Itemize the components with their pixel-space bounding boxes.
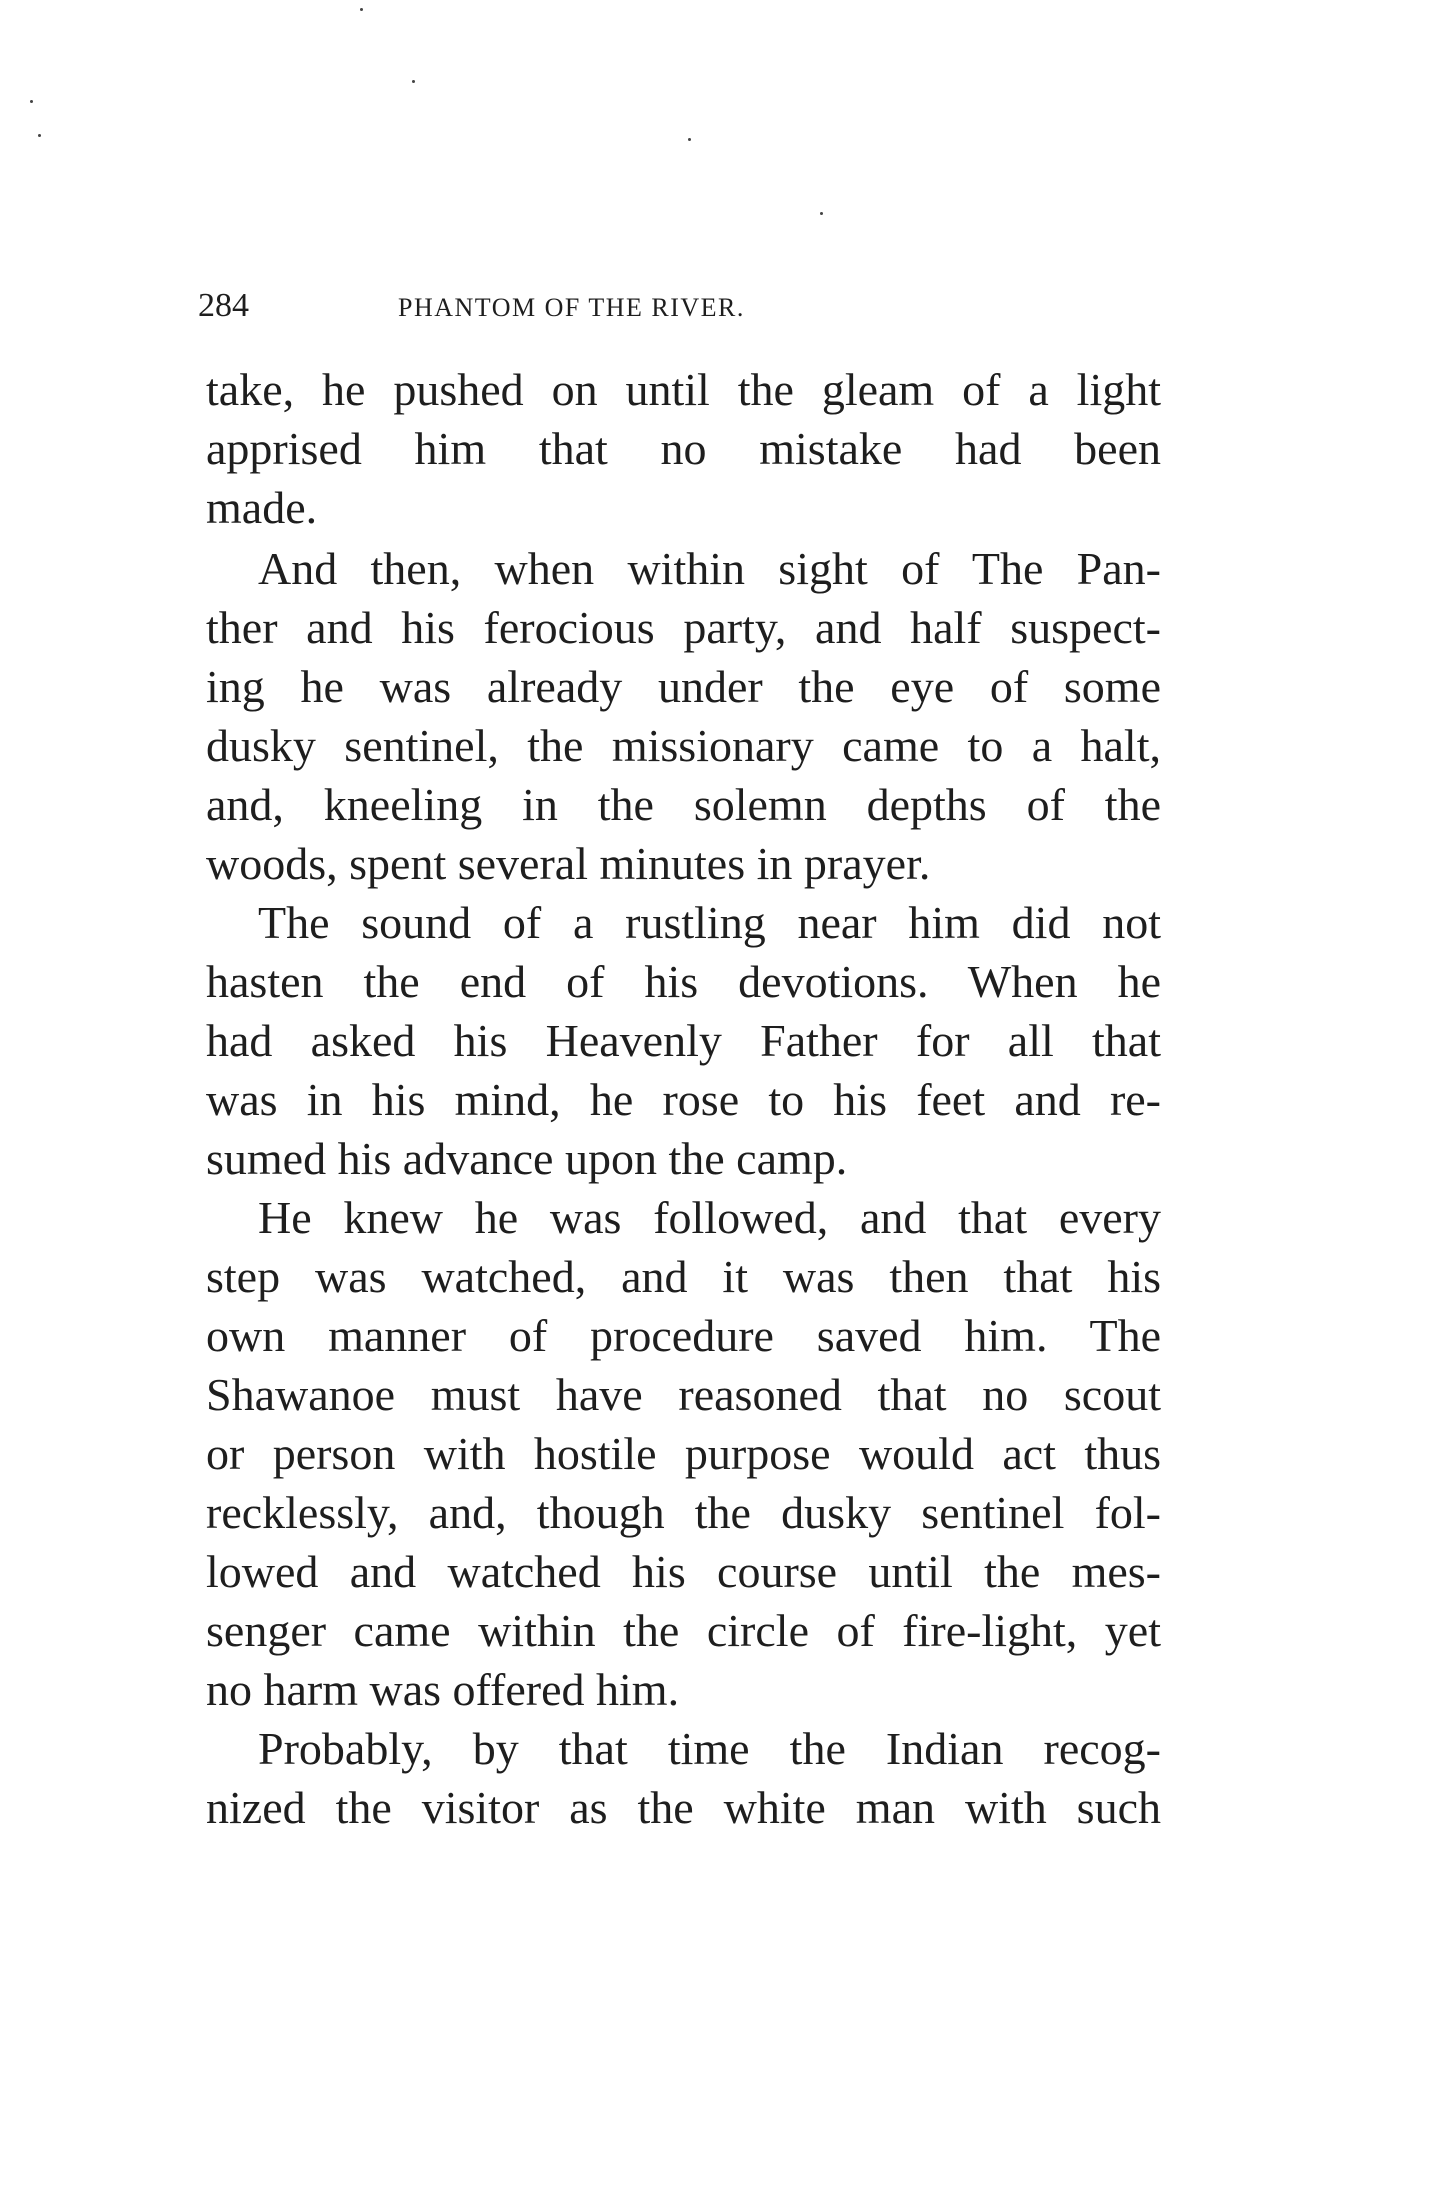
- text-line: step was watched, and it was then that his: [206, 1251, 1161, 1302]
- text-line: made.: [206, 482, 318, 533]
- paper-speck: [38, 134, 41, 137]
- text-line: own manner of procedure saved him. The: [206, 1310, 1161, 1361]
- text-line: dusky sentinel, the missionary came to a halt,: [206, 720, 1161, 771]
- paper-speck: [412, 80, 415, 83]
- text-line: ing he was already under the eye of some: [206, 661, 1161, 712]
- page-number: 284: [198, 287, 249, 324]
- text-line: recklessly, and, though the dusky sentinel fol-: [206, 1487, 1161, 1538]
- text-line: Shawanoe must have reasoned that no scout: [206, 1369, 1161, 1420]
- text-line: ther and his ferocious party, and half suspect-: [206, 602, 1161, 653]
- text-line: sumed his advance upon the camp.: [206, 1133, 848, 1184]
- text-line: take, he pushed on until the gleam of a light: [206, 364, 1161, 415]
- page-header: [198, 286, 1158, 326]
- text-line: was in his mind, he rose to his feet and re-: [206, 1074, 1161, 1125]
- text-line: no harm was offered him.: [206, 1664, 680, 1715]
- paper-speck: [30, 100, 33, 103]
- text-line: nized the visitor as the white man with such: [206, 1782, 1161, 1833]
- text-line: or person with hostile purpose would act thus: [206, 1428, 1161, 1479]
- text-line: had asked his Heavenly Father for all that: [206, 1015, 1161, 1066]
- text-line: He knew he was followed, and that every: [258, 1192, 1161, 1243]
- text-line: apprised him that no mistake had been: [206, 423, 1161, 474]
- text-line: woods, spent several minutes in prayer.: [206, 838, 931, 889]
- paper-speck: [820, 212, 823, 215]
- paper-speck: [688, 138, 691, 141]
- text-line: and, kneeling in the solemn depths of the: [206, 779, 1161, 830]
- paper-speck: [360, 8, 363, 11]
- running-title: PHANTOM OF THE RIVER.: [398, 293, 745, 322]
- text-line: And then, when within sight of The Pan-: [258, 543, 1161, 594]
- text-line: lowed and watched his course until the mes-: [206, 1546, 1161, 1597]
- text-line: hasten the end of his devotions. When he: [206, 956, 1161, 1007]
- text-line: senger came within the circle of fire-light, yet: [206, 1605, 1161, 1656]
- text-line: Probably, by that time the Indian recog-: [258, 1723, 1161, 1774]
- text-line: The sound of a rustling near him did not: [258, 897, 1161, 948]
